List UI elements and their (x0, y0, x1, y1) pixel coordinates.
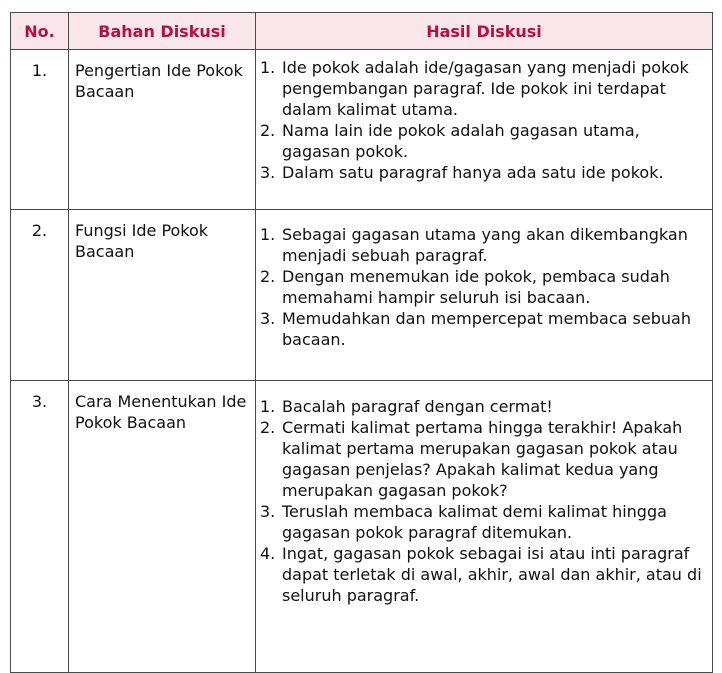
header-bahan-diskusi: Bahan Diskusi (69, 13, 256, 50)
row-topic: Fungsi Ide Pokok Bacaan (69, 210, 256, 381)
list-item (260, 224, 708, 266)
item-text: Bacalah paragraf dengan cermat! (282, 397, 553, 416)
item-text: Ingat, gagasan pokok sebagai isi atau inti paragraf dapat terletak di awal, akhir, awal dan akhir, atau di seluruh paragraf. (282, 544, 702, 605)
list-item (260, 120, 708, 162)
row-number: 3. (11, 381, 69, 673)
item-number: 2. (260, 121, 276, 140)
header-hasil-diskusi: Hasil Diskusi (256, 13, 713, 50)
item-text: Teruslah membaca kalimat demi kalimat hingga gagasan pokok paragraf ditemukan. (282, 502, 667, 542)
table-row (11, 381, 713, 673)
item-number: 1. (260, 225, 276, 244)
row-result (256, 381, 713, 673)
list-item (260, 57, 708, 120)
row-topic: Cara Menentukan Ide Pokok Bacaan (69, 381, 256, 673)
row-result (256, 50, 713, 210)
list-item (260, 543, 708, 606)
list-item (260, 308, 708, 350)
item-number: 3. (260, 502, 276, 521)
item-text: Dalam satu paragraf hanya ada satu ide pokok. (282, 163, 664, 182)
item-text: Nama lain ide pokok adalah gagasan utama, gagasan pokok. (282, 121, 640, 161)
table-header-row (11, 13, 713, 50)
item-text: Dengan menemukan ide pokok, pembaca sudah memahami hampir seluruh isi bacaan. (282, 267, 670, 307)
item-text: Sebagai gagasan utama yang akan dikembangkan menjadi sebuah paragraf. (282, 225, 688, 265)
list-item (260, 266, 708, 308)
discussion-table (10, 12, 713, 673)
row-result (256, 210, 713, 381)
list-item (260, 162, 708, 183)
item-number: 3. (260, 309, 276, 328)
item-number: 1. (260, 58, 276, 77)
list-item (260, 501, 708, 543)
item-number: 4. (260, 544, 276, 563)
item-text: Ide pokok adalah ide/gagasan yang menjadi pokok pengembangan paragraf. Ide pokok ini terdapat dalam kalimat utama. (282, 58, 689, 119)
list-item (260, 396, 708, 417)
table-row (11, 210, 713, 381)
item-text: Memudahkan dan mempercepat membaca sebuah bacaan. (282, 309, 691, 349)
result-list (260, 224, 708, 350)
row-topic: Pengertian Ide Pokok Bacaan (69, 50, 256, 210)
row-number: 2. (11, 210, 69, 381)
item-number: 2. (260, 418, 276, 437)
result-list (260, 57, 708, 183)
result-list (260, 396, 708, 606)
item-number: 2. (260, 267, 276, 286)
table-row (11, 50, 713, 210)
item-text: Cermati kalimat pertama hingga terakhir! Apakah kalimat pertama merupakan gagasan pokok atau gagasan penjelas? Apakah kalimat kedua yang merupakan gagasan pokok? (282, 418, 683, 500)
list-item (260, 417, 708, 501)
item-number: 3. (260, 163, 276, 182)
item-number: 1. (260, 397, 276, 416)
header-no: No. (11, 13, 69, 50)
row-number: 1. (11, 50, 69, 210)
